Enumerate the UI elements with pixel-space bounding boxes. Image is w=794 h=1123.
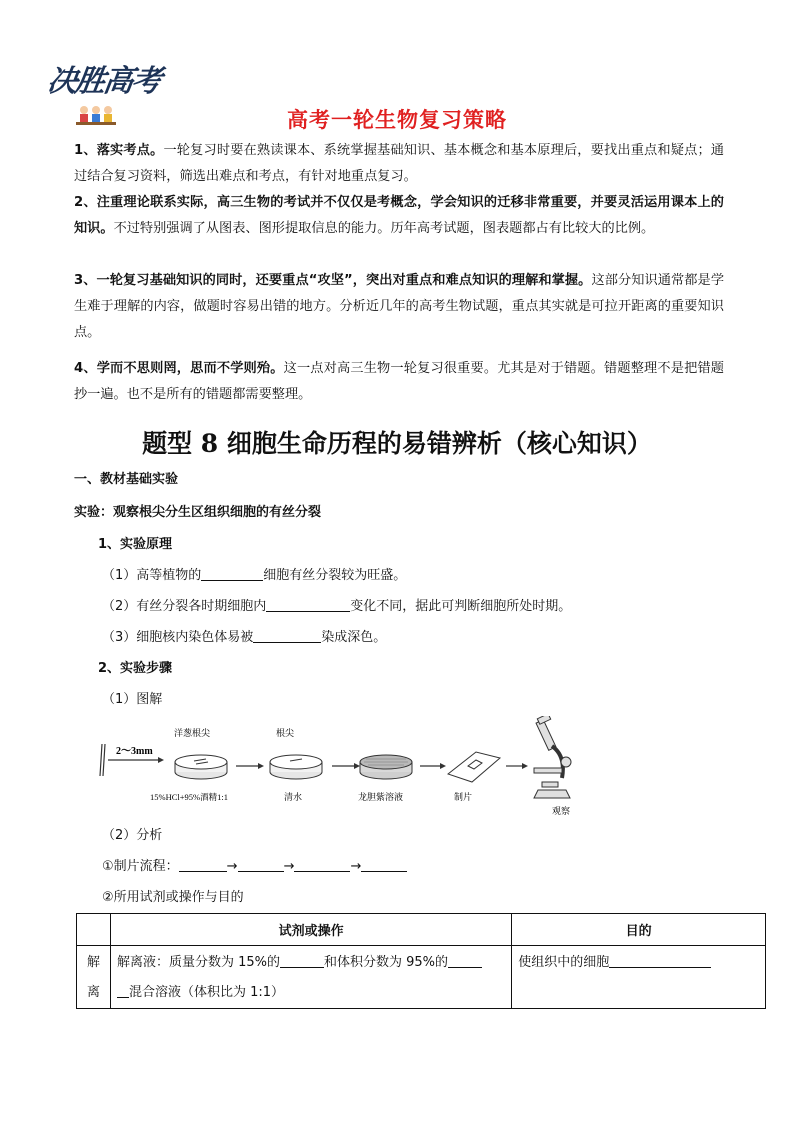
principle-item-1 [102,566,406,586]
strategy-4-lead: 4、学而不思则罔，思而不学则殆。 [74,361,284,376]
table-row [77,946,766,1009]
dissociation-solution-label: 15%HCl+95%酒精1:1 [150,792,228,802]
answer-blank[interactable] [361,857,407,872]
answer-blank[interactable] [179,857,227,872]
flow-arrow: → [350,859,362,874]
strategy-2 [74,190,724,242]
answer-blank[interactable] [448,953,482,968]
answer-blank[interactable] [253,628,321,643]
section-title: 题型 8 细胞生命历程的易错辨析（核心知识） [142,429,652,458]
strategy-4-body: 这一点对高三生物一轮复习很重要。尤其是对于错题。错题整理不是把错题抄一遍。也不是所有的错题都需要整理。 [74,361,724,402]
principle-3-post: 染成深色。 [321,630,387,645]
op-text-1: 解离液：质量分数为 15%的 [116,955,280,970]
table-header-row [77,914,766,946]
steps-heading: 2、实验步骤 [98,661,173,676]
strategy-4 [74,356,724,408]
flow-arrow: → [283,859,295,874]
strategy-1-body: 一轮复习时要在熟读课本、系统掌握基础知识、基本概念和基本原理后，要找出重点和疑点；通过结合复习资料，筛选出难点和考点，有针对地重点复习。 [74,143,724,184]
principle-item-2 [102,597,571,617]
logo-text: 决胜高考 [45,64,162,99]
stain-label: 龙胆紫溶液 [358,793,404,803]
principle-1-post: 细胞有丝分裂较为旺盛。 [263,568,407,583]
answer-blank[interactable] [280,953,324,968]
page-title: 高考一轮生物复习策略 [287,108,507,132]
answer-blank[interactable] [117,983,129,998]
strategy-1-lead: 1、落实考点。 [74,143,164,158]
rinse-dish [270,755,322,779]
table-header-cell [77,914,111,946]
strategy-1 [74,138,724,190]
stage-cell [77,946,111,1009]
purpose-cell [512,946,766,1009]
cut-arrow-head [158,757,164,763]
experiment-title: 实验：观察根尖分生区组织细胞的有丝分裂 [74,505,322,520]
op-text-3: 混合溶液（体积比为 1:1） [128,985,285,1000]
flow-line [102,857,407,877]
answer-blank[interactable] [294,857,350,872]
op-text-2: 和体积分数为 95%的 [324,955,449,970]
flow-label: ①制片流程： [102,859,179,874]
step-arrow-head [354,763,360,769]
stain-dish [360,755,412,779]
strategy-3-body: 这部分知识通常都是学生难于理解的内容，做题时容易出错的地方。分析近几年的高考生物试题，重点其实就是可拉开距离的重要知识点。 [74,273,725,340]
step-arrow-head [258,763,264,769]
observe-label: 观察 [552,807,571,817]
slide-sketch [448,752,500,782]
table-header-cell: 目的 [512,914,766,946]
answer-blank[interactable] [266,597,350,612]
root-length-label: 2～3mm [116,746,153,757]
strategy-2-lead: 2、注重理论联系实际，高三生物的考试并不仅仅是考概念，学会知识的迁移非常重要，并要灵活运用课本上的知识。 [74,195,724,236]
procedure-diagram [96,716,586,824]
reagents-label: ②所用试剂或操作与目的 [102,890,244,905]
microscope-icon [534,716,571,798]
answer-blank[interactable] [609,953,711,968]
principle-1-pre: （1）高等植物的 [102,568,202,583]
diagram-heading: （1）图解 [102,692,163,707]
root-tip-label: 根尖 [276,729,295,739]
analysis-heading: （2）分析 [102,828,163,843]
step-arrow-head [440,763,446,769]
answer-blank[interactable] [201,566,263,581]
onion-tip-label: 洋葱根尖 [174,729,211,739]
flow-arrow: → [226,859,238,874]
principle-2-post: 变化不同，据此可判断细胞所处时期。 [350,599,572,614]
strategy-3-lead: 3、一轮复习基础知识的同时，还要重点“攻坚”，突出对重点和难点知识的理解和掌握。 [74,273,592,288]
answer-blank[interactable] [238,857,284,872]
operation-cell [110,946,511,1009]
table-header-cell: 试剂或操作 [110,914,511,946]
purpose-text: 使组织中的细胞 [518,955,610,970]
principle-3-pre: （3）细胞核内染色体易被 [102,630,254,645]
dissociation-dish [175,755,227,779]
water-label: 清水 [284,793,303,803]
principle-2-pre: （2）有丝分裂各时期细胞内 [102,599,267,614]
section-heading: 一、教材基础实验 [74,472,179,487]
strategy-3 [74,268,724,346]
principle-item-3 [102,628,386,648]
reagents-table [76,913,766,1009]
root-sketch [100,744,105,776]
stage-char-2: 离 [86,985,100,1000]
strategy-2-body: 不过特别强调了从图表、图形提取信息的能力。历年高考试题，图表题都占有比较大的比例。 [113,221,655,236]
step-arrow-head [522,763,528,769]
stage-char-1: 解 [86,955,100,970]
principle-heading: 1、实验原理 [98,537,173,552]
slide-label: 制片 [454,793,473,803]
